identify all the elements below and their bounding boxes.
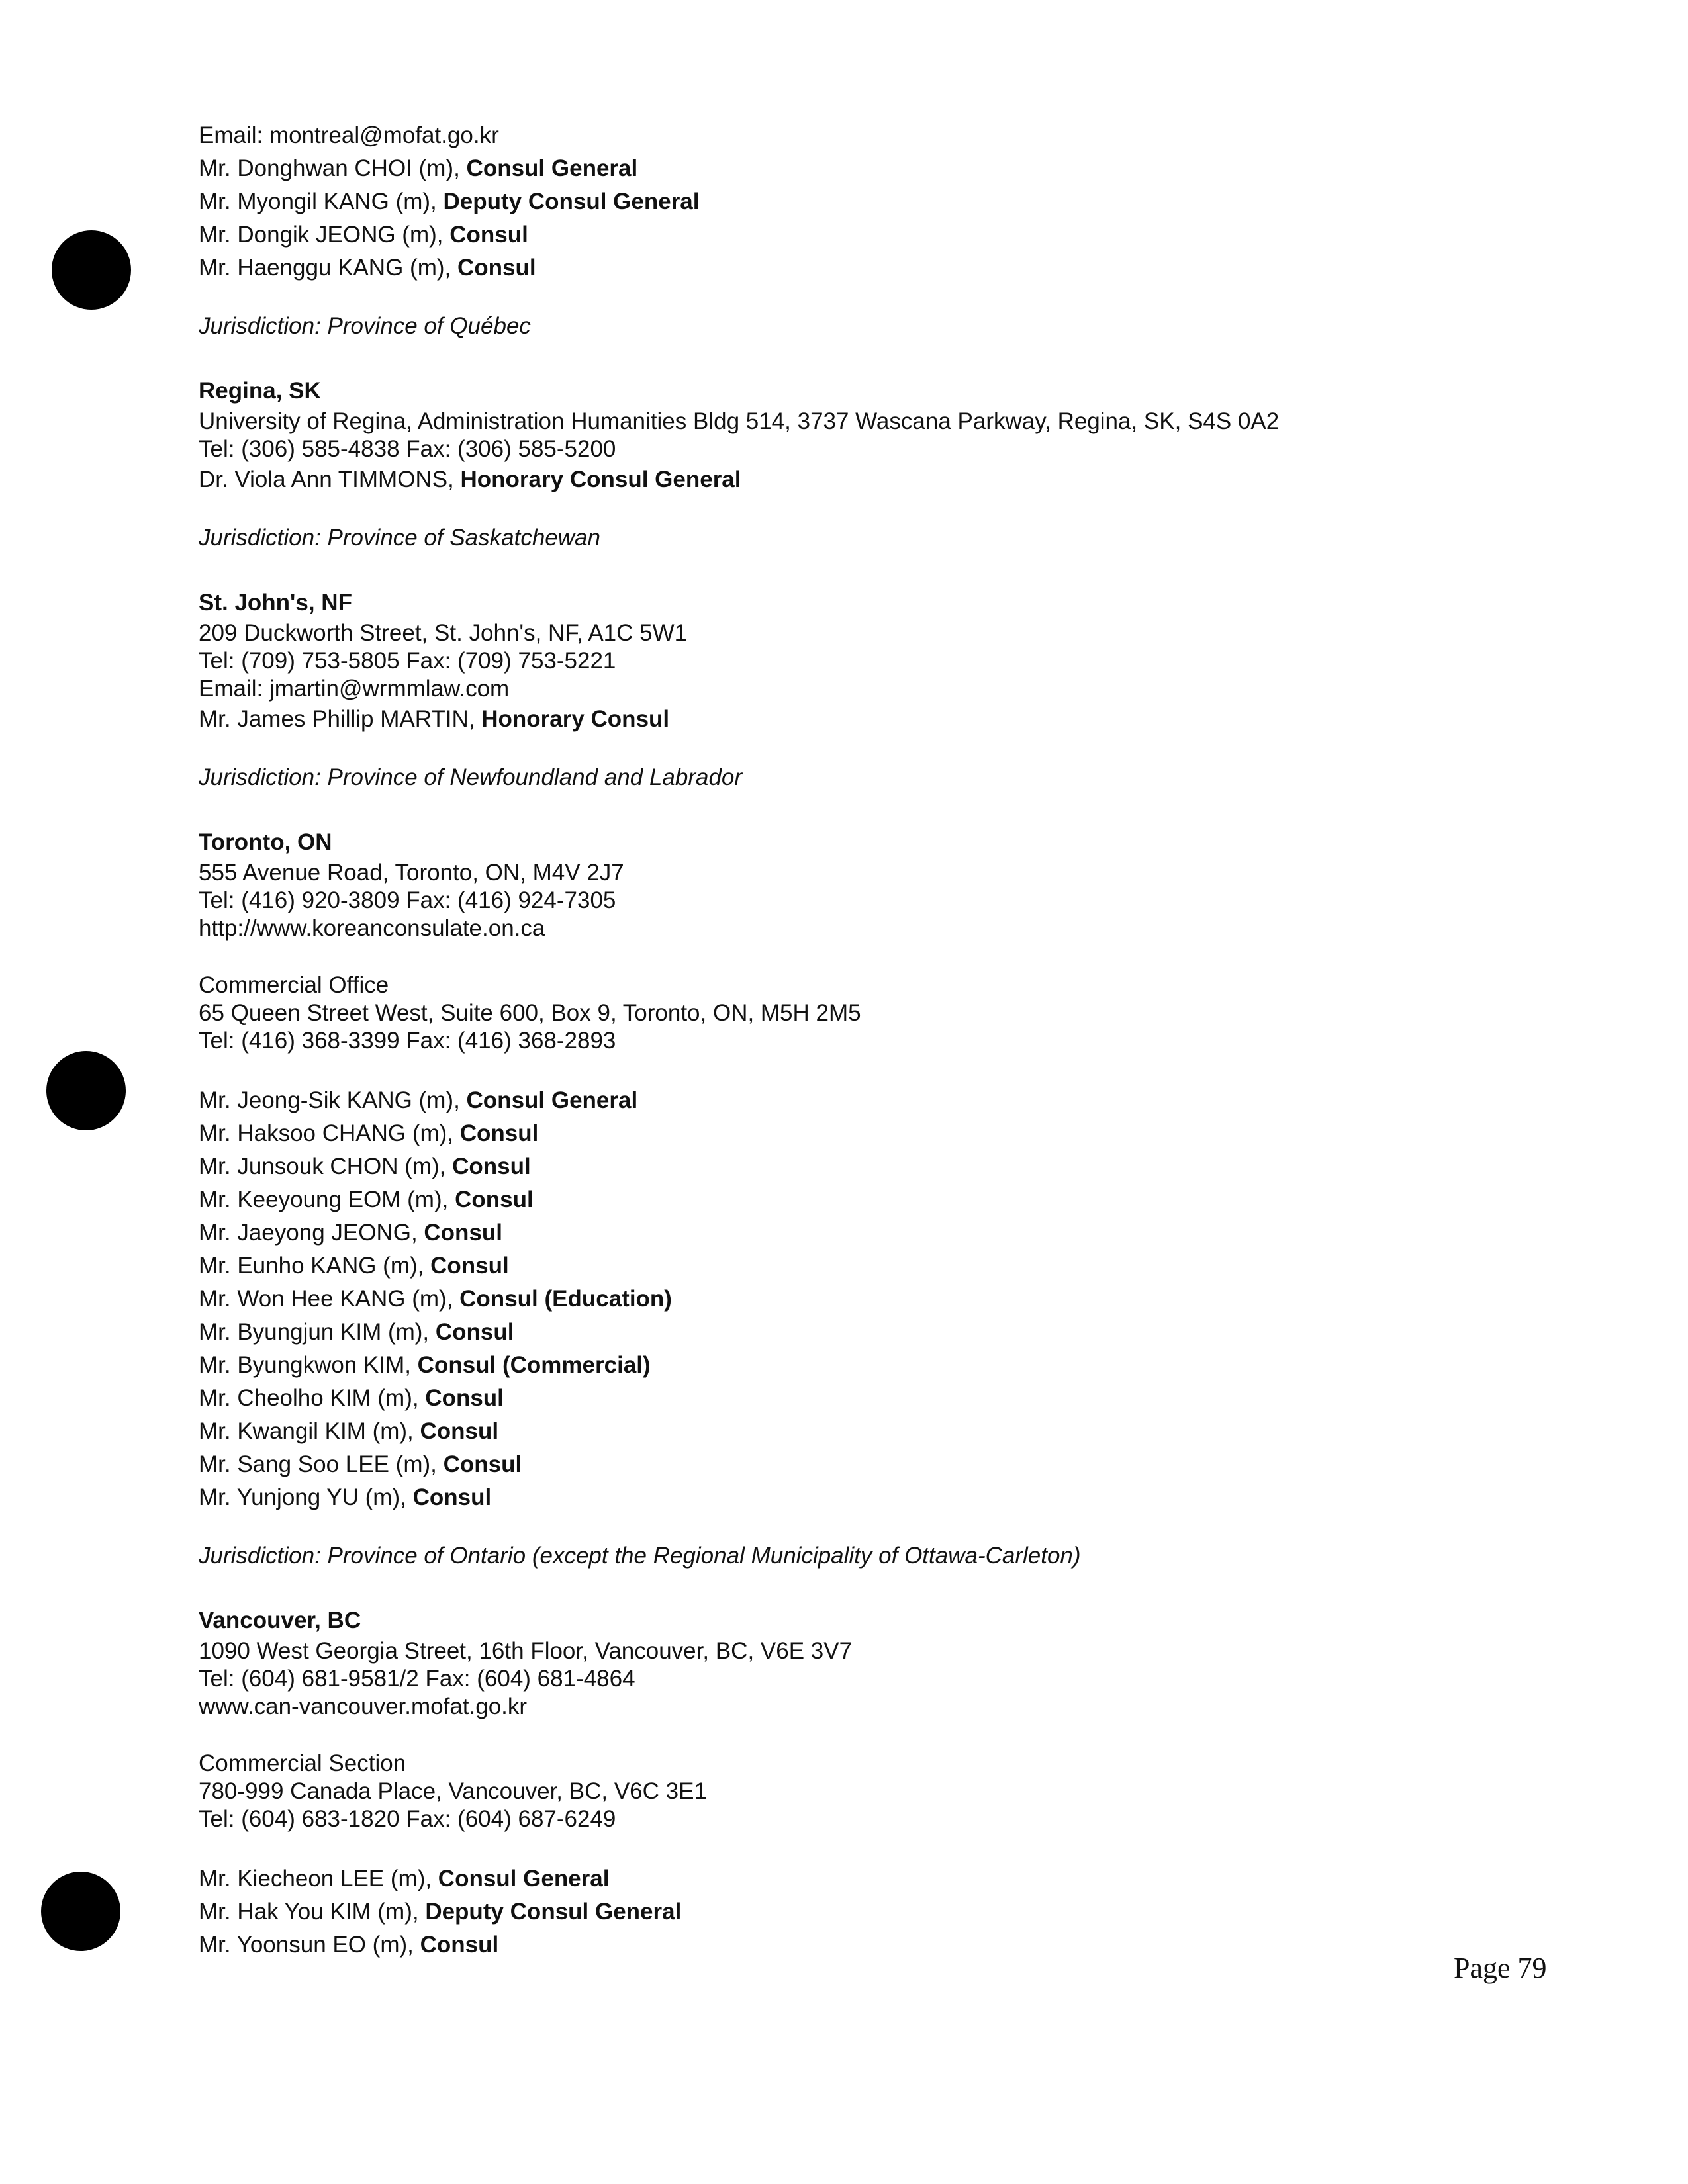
official-title: Consul bbox=[459, 1120, 539, 1146]
official-entry bbox=[199, 1150, 1456, 1183]
office-address: University of Regina, Administration Humanities Bldg 514, 3737 Wascana Parkway, Regina, SK, S4S 0A2 bbox=[199, 408, 1280, 434]
office-phone: Tel: (416) 920-3809 Fax: (416) 924-7305 bbox=[199, 887, 616, 913]
stjohns-section bbox=[199, 586, 1456, 794]
official-title: Deputy Consul General bbox=[425, 1899, 682, 1925]
official-entry bbox=[199, 1415, 1456, 1448]
official-title: Consul bbox=[424, 1220, 503, 1246]
official-name: Mr. Hak You KIM (m), bbox=[199, 1899, 426, 1925]
official-entry bbox=[199, 1183, 1456, 1216]
official-title: Consul bbox=[420, 1418, 499, 1444]
official-title: Consul General bbox=[466, 1087, 638, 1113]
punch-hole bbox=[41, 1872, 120, 1951]
official-name: Mr. Sang Soo LEE (m), bbox=[199, 1451, 444, 1477]
official-name: Mr. Junsouk CHON (m), bbox=[199, 1154, 453, 1179]
official-name: Mr. Yoonsun EO (m), bbox=[199, 1932, 420, 1958]
jurisdiction-note: Jurisdiction: Province of Newfoundland and Labrador bbox=[199, 764, 743, 790]
montreal-section bbox=[199, 119, 1456, 343]
official-name: Mr. Kwangil KIM (m), bbox=[199, 1418, 420, 1444]
regina-section bbox=[199, 375, 1456, 555]
official-title: Consul bbox=[449, 222, 528, 248]
office-heading: Vancouver, BC bbox=[199, 1608, 361, 1633]
page-number: Page 79 bbox=[1454, 1952, 1547, 1984]
office-address: 209 Duckworth Street, St. John's, NF, A1C 5W1 bbox=[199, 620, 688, 646]
official-title: Consul bbox=[455, 1187, 534, 1212]
official-entry bbox=[199, 1316, 1456, 1349]
official-name: Mr. Byungjun KIM (m), bbox=[199, 1319, 436, 1345]
official-title: Consul (Education) bbox=[459, 1286, 672, 1312]
official-title: Consul General bbox=[438, 1866, 610, 1891]
official-entry bbox=[199, 1250, 1456, 1283]
official-title: Consul bbox=[435, 1319, 514, 1345]
jurisdiction-note: Jurisdiction: Province of Ontario (except the Regional Municipality of Ottawa-Carleton) bbox=[199, 1543, 1081, 1569]
official-entry bbox=[199, 1117, 1456, 1150]
official-entry bbox=[199, 1481, 1456, 1514]
official-title: Consul bbox=[443, 1451, 522, 1477]
office-address: 1090 West Georgia Street, 16th Floor, Vancouver, BC, V6E 3V7 bbox=[199, 1638, 853, 1664]
official-title: Consul bbox=[457, 255, 536, 281]
official-entry bbox=[199, 1895, 1456, 1929]
office-website: http://www.koreanconsulate.on.ca bbox=[199, 915, 545, 941]
official-name: Mr. Cheolho KIM (m), bbox=[199, 1385, 426, 1411]
toronto-section bbox=[199, 826, 1456, 1572]
official-name: Mr. Eunho KANG (m), bbox=[199, 1253, 431, 1279]
commercial-office-address: 65 Queen Street West, Suite 600, Box 9, Toronto, ON, M5H 2M5 bbox=[199, 1000, 861, 1026]
official-name: Mr. Donghwan CHOI (m), bbox=[199, 156, 467, 181]
official-name: Mr. James Phillip MARTIN, bbox=[199, 706, 482, 732]
official-entry bbox=[199, 1448, 1456, 1481]
official-name: Mr. Keeyoung EOM (m), bbox=[199, 1187, 455, 1212]
official-entry bbox=[199, 1216, 1456, 1250]
official-name: Mr. Kiecheon LEE (m), bbox=[199, 1866, 438, 1891]
official-entry bbox=[199, 152, 1456, 185]
official-name: Mr. Byungkwon KIM, bbox=[199, 1352, 418, 1378]
official-name: Mr. Dongik JEONG (m), bbox=[199, 222, 450, 248]
official-title: Consul bbox=[412, 1484, 492, 1510]
punch-hole bbox=[46, 1051, 126, 1130]
official-name: Mr. Won Hee KANG (m), bbox=[199, 1286, 460, 1312]
official-name: Mr. Myongil KANG (m), bbox=[199, 189, 444, 214]
office-heading: St. John's, NF bbox=[199, 590, 352, 615]
official-name: Mr. Haenggu KANG (m), bbox=[199, 255, 457, 281]
official-title: Consul (Commercial) bbox=[417, 1352, 651, 1378]
official-entry bbox=[199, 1862, 1456, 1895]
jurisdiction-note: Jurisdiction: Province of Saskatchewan bbox=[199, 525, 600, 551]
official-entry bbox=[199, 1349, 1456, 1382]
official-name: Mr. Yunjong YU (m), bbox=[199, 1484, 413, 1510]
commercial-office-label: Commercial Office bbox=[199, 972, 389, 998]
jurisdiction-note: Jurisdiction: Province of Québec bbox=[199, 313, 531, 339]
office-heading: Regina, SK bbox=[199, 378, 321, 404]
official-title: Consul bbox=[425, 1385, 504, 1411]
contact-email: Email: montreal@mofat.go.kr bbox=[199, 122, 499, 148]
commercial-section-label: Commercial Section bbox=[199, 1751, 406, 1776]
official-entry bbox=[199, 185, 1456, 218]
official-entry bbox=[199, 218, 1456, 251]
official-title: Consul General bbox=[466, 156, 638, 181]
official-title: Consul bbox=[420, 1932, 499, 1958]
official-name: Mr. Jaeyong JEONG, bbox=[199, 1220, 424, 1246]
commercial-section-address: 780-999 Canada Place, Vancouver, BC, V6C 3E1 bbox=[199, 1778, 707, 1804]
office-phone: Tel: (709) 753-5805 Fax: (709) 753-5221 bbox=[199, 648, 616, 674]
consulate-listing bbox=[199, 119, 1456, 1962]
official-entry bbox=[199, 1382, 1456, 1415]
office-heading: Toronto, ON bbox=[199, 829, 332, 855]
official-entry bbox=[199, 1084, 1456, 1117]
office-address: 555 Avenue Road, Toronto, ON, M4V 2J7 bbox=[199, 860, 624, 886]
official-name: Dr. Viola Ann TIMMONS, bbox=[199, 467, 461, 492]
official-entry bbox=[199, 1283, 1456, 1316]
official-title: Honorary Consul General bbox=[460, 467, 741, 492]
commercial-office-phone: Tel: (416) 368-3399 Fax: (416) 368-2893 bbox=[199, 1028, 616, 1054]
office-phone: Tel: (604) 681-9581/2 Fax: (604) 681-4864 bbox=[199, 1666, 635, 1692]
contact-email: Email: jmartin@wrmmlaw.com bbox=[199, 676, 510, 702]
official-title: Deputy Consul General bbox=[443, 189, 700, 214]
office-phone: Tel: (306) 585-4838 Fax: (306) 585-5200 bbox=[199, 436, 616, 462]
official-title: Honorary Consul bbox=[481, 706, 670, 732]
official-title: Consul bbox=[430, 1253, 509, 1279]
commercial-section-phone: Tel: (604) 683-1820 Fax: (604) 687-6249 bbox=[199, 1806, 616, 1832]
official-name: Mr. Haksoo CHANG (m), bbox=[199, 1120, 460, 1146]
official-title: Consul bbox=[452, 1154, 531, 1179]
official-entry bbox=[199, 703, 1456, 736]
official-name: Mr. Jeong-Sik KANG (m), bbox=[199, 1087, 467, 1113]
vancouver-section bbox=[199, 1604, 1456, 1962]
office-website: www.can-vancouver.mofat.go.kr bbox=[199, 1694, 528, 1719]
official-entry bbox=[199, 1929, 1456, 1962]
punch-hole bbox=[52, 230, 131, 310]
official-entry bbox=[199, 251, 1456, 285]
official-entry bbox=[199, 463, 1456, 496]
